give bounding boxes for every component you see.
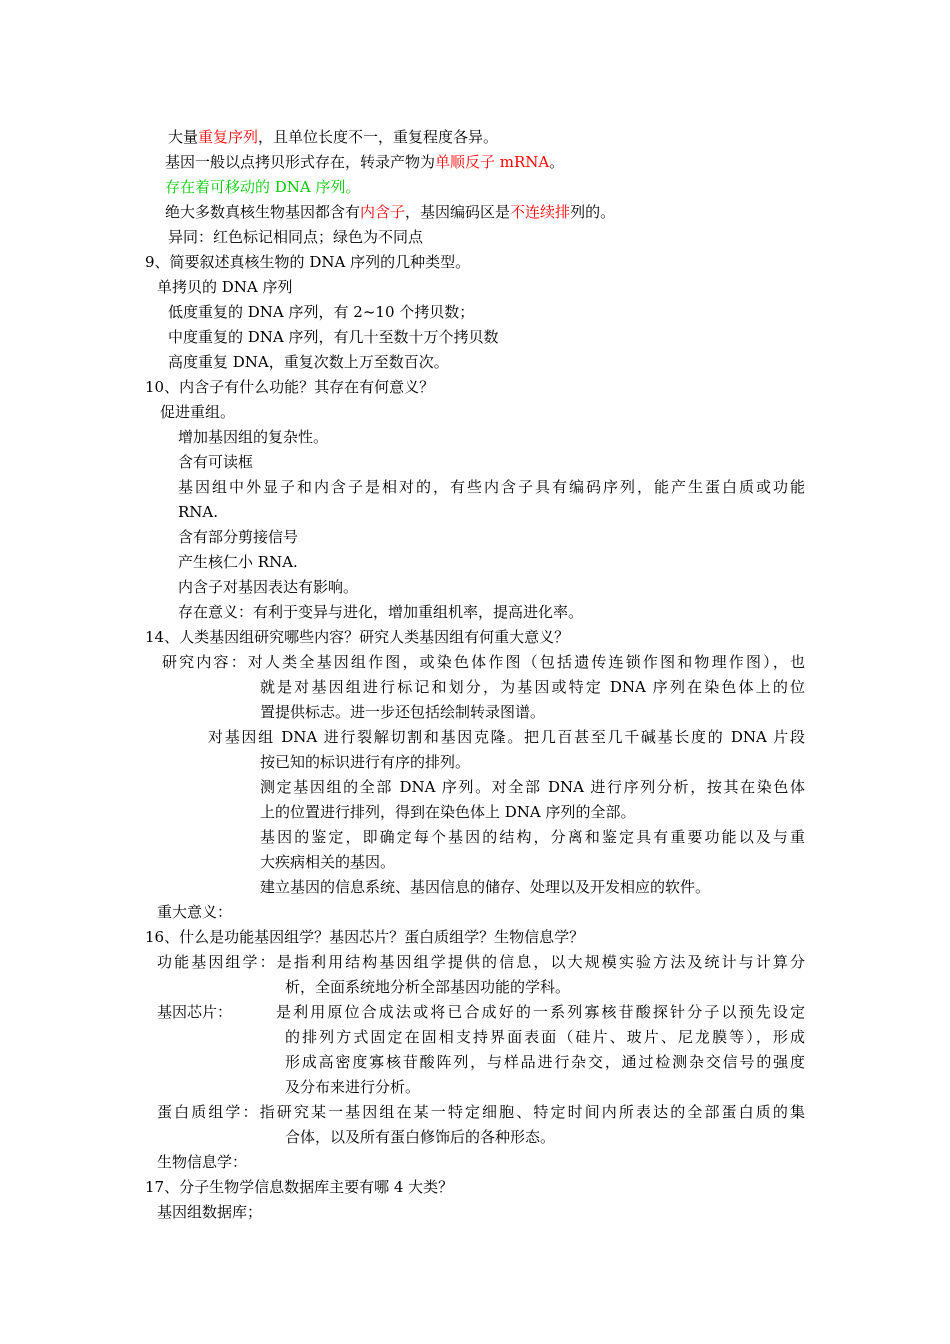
answer-line: 基因组中外显子和内含子是相对的，有些内含子具有编码序列，能产生蛋白质或功能 <box>178 478 805 496</box>
answer-line: 的排列方式固定在固相支持界面表面（硅片、玻片、尼龙膜等），形成 <box>285 1028 805 1046</box>
answer-line: 形成高密度寡核苷酸阵列，与样品进行杂交，通过检测杂交信号的强度 <box>285 1053 805 1071</box>
text: 。 <box>549 153 565 171</box>
highlight-same: 重复序列 <box>198 128 259 146</box>
answer-line: 重大意义： <box>157 903 233 921</box>
text-line <box>165 201 615 223</box>
answer-line: 内含子对基因表达有影响。 <box>178 578 359 596</box>
answer-line: 含有可读框 <box>178 453 254 471</box>
answer-line: 增加基因组的复杂性。 <box>178 428 329 446</box>
note-line: 异同：红色标记相同点；绿色为不同点 <box>168 228 424 246</box>
term-label: 基因芯片： <box>157 1003 233 1021</box>
text: ，且单位长度不一，重复程度各异。 <box>258 128 499 146</box>
answer-line: 就是对基因组进行标记和划分，为基因或特定 DNA 序列在染色体上的位 <box>260 678 805 696</box>
highlight-diff-line: 存在着可移动的 DNA 序列。 <box>165 178 361 196</box>
answer-line: 合体，以及所有蛋白修饰后的各种形态。 <box>285 1128 556 1146</box>
text: 基因一般以点拷贝形式存在，转录产物为 <box>165 153 436 171</box>
answer-line: 功能基因组学：是指利用结构基因组学提供的信息，以大规模实验方法及统计与计算分 <box>157 953 805 971</box>
answer-line: 生物信息学： <box>157 1153 248 1171</box>
answer-line: 产生核仁小 RNA. <box>178 553 298 571</box>
answer-line: 中度重复的 DNA 序列，有几十至数十万个拷贝数 <box>168 328 499 346</box>
question-14: 14、人类基因组研究哪些内容？研究人类基因组有何重大意义？ <box>145 628 570 646</box>
question-17: 17、分子生物学信息数据库主要有哪 4 大类？ <box>145 1178 454 1196</box>
answer-line: 促进重组。 <box>160 403 236 421</box>
answer-line: 研究内容：对人类全基因组作图，或染色体作图（包括遗传连锁作图和物理作图），也 <box>162 653 805 671</box>
question-9: 9、简要叙述真核生物的 DNA 序列的几种类型。 <box>145 253 471 271</box>
text: ，基因编码区是 <box>405 203 511 221</box>
text-line <box>165 151 564 173</box>
answer-line: 存在意义：有利于变异与进化，增加重组机率，提高进化率。 <box>178 603 584 621</box>
answer-line: 析，全面系统地分析全部基因功能的学科。 <box>285 978 571 996</box>
highlight-same: 内含子 <box>360 203 406 221</box>
answer-line: 大疾病相关的基因。 <box>260 853 396 871</box>
text: 大量 <box>168 128 199 146</box>
answer-line: 按已知的标识进行有序的排列。 <box>260 753 471 771</box>
highlight-same: 单顺反子 mRNA <box>435 153 550 171</box>
question-16: 16、什么是功能基因组学？基因芯片？蛋白质组学？生物信息学？ <box>145 928 585 946</box>
text: 绝大多数真核生物基因都含有 <box>165 203 361 221</box>
highlight-same: 不连续排 <box>510 203 571 221</box>
answer-line: 蛋白质组学：指研究某一基因组在某一特定细胞、特定时间内所表达的全部蛋白质的集 <box>157 1103 805 1121</box>
answer-line: 基因的鉴定，即确定每个基因的结构，分离和鉴定具有重要功能以及与重 <box>260 828 805 846</box>
answer-line: 单拷贝的 DNA 序列 <box>157 278 293 296</box>
text: 列的。 <box>570 203 616 221</box>
answer-line: RNA. <box>178 503 219 521</box>
answer-line: 置提供标志。进一步还包括绘制转录图谱。 <box>260 703 546 721</box>
answer-line: 建立基因的信息系统、基因信息的储存、处理以及开发相应的软件。 <box>260 878 711 896</box>
answer-line: 上的位置进行排列，得到在染色体上 DNA 序列的全部。 <box>260 803 636 821</box>
answer-line: 测定基因组的全部 DNA 序列。对全部 DNA 进行序列分析，按其在染色体 <box>260 778 805 796</box>
answer-line: 高度重复 DNA，重复次数上万至数百次。 <box>168 353 449 371</box>
answer-line: 是利用原位合成法或将已合成好的一系列寡核苷酸探针分子以预先设定 <box>276 1003 805 1021</box>
question-10: 10、内含子有什么功能？其存在有何意义？ <box>145 378 435 396</box>
answer-line: 对基因组 DNA 进行裂解切割和基因克隆。把几百甚至几千碱基长度的 DNA 片段 <box>208 728 805 746</box>
text-line <box>168 126 498 148</box>
answer-line: 基因组数据库； <box>157 1203 263 1221</box>
answer-line: 低度重复的 DNA 序列，有 2~10 个拷贝数； <box>168 303 475 321</box>
answer-line: 含有部分剪接信号 <box>178 528 299 546</box>
answer-line: 及分布来进行分析。 <box>285 1078 421 1096</box>
